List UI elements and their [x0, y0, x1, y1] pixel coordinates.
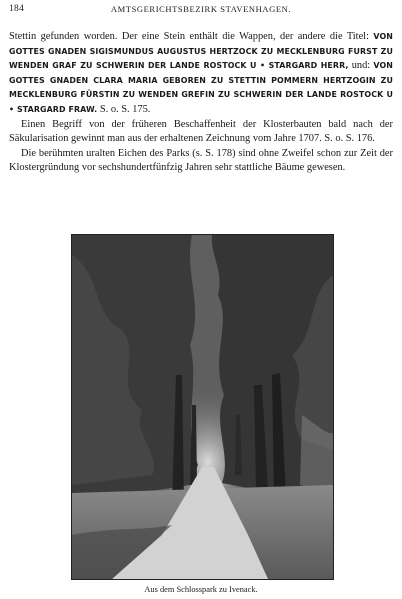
figure-caption: Aus dem Schlosspark zu Ivenack. [144, 585, 258, 594]
park-photograph [71, 234, 334, 580]
inscription-connector: und: [348, 60, 374, 72]
park-avenue-image [72, 235, 333, 579]
inscription-reference: S. o. S. 175. [97, 103, 151, 115]
paragraph-drawing: Einen Begriff von der früheren Beschaffenheit der Klosterbauten bald nach der Säkularisation gewinnt man aus der erhaltenen Zeichnung vom Jahre 1707. S. o. S. 176. [9, 118, 393, 145]
page-header [9, 4, 393, 18]
inscription-title-duchess: VON GOTTES GNADEN CLARA MARIA GEBOREN ZU STETTIN POMMERN HERTZOGIN ZU MECKLENBURG FÜRSTIN ZU WENDEN GREFIN ZU SCHWERIN DER LANDE ROSTOCK U • STARGARD FRAW. [9, 61, 393, 114]
paragraph-oaks: Die berühmten uralten Eichen des Parks (s. S. 178) sind ohne Zweifel schon zur Zeit der Klostergründung vor sechshundertfünfzig Jahren sehr stattliche Bäume gewesen. [9, 147, 393, 174]
running-title: AMTSGERICHTSBEZIRK STAVENHAGEN. [110, 4, 292, 14]
paragraph-inscription [9, 30, 393, 118]
page-number: 184 [9, 4, 25, 14]
inscription-intro: Stettin gefunden worden. Der eine Stein enthält die Wappen, der andere die Titel: [9, 31, 374, 42]
body-text [9, 30, 393, 176]
inscription-title-duke: VON GOTTES GNADEN SIGISMUNDUS AUGUSTUS HERTZOCK ZU MECKLENBURG FURST ZU WENDEN GRAF ZU SCHWERIN DER LANDE ROSTOCK U • STARGARD HERR, [9, 32, 393, 71]
